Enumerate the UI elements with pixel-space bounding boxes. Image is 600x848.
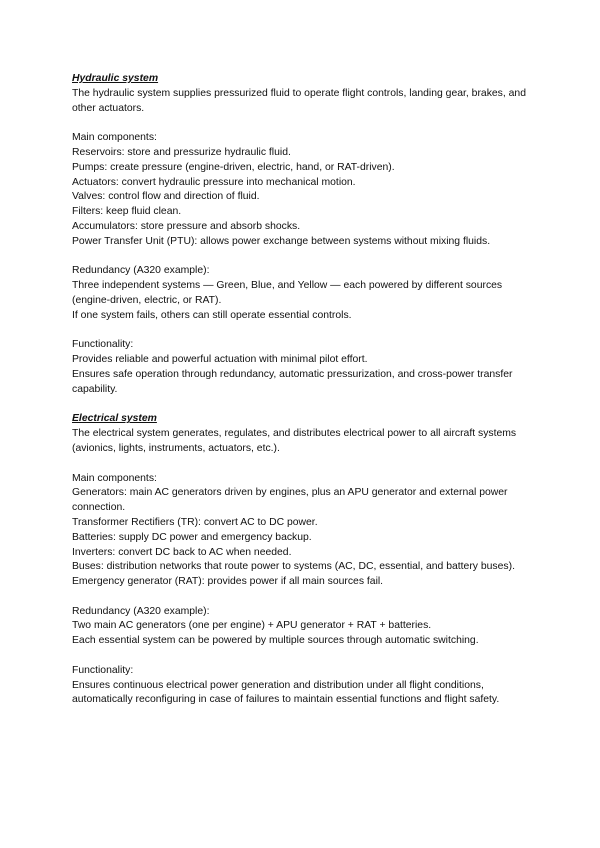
electrical-redundancy-heading: Redundancy (A320 example): [72,605,210,617]
hydraulic-components-heading: Main components: [72,132,157,144]
hydraulic-redundancy-line: Three independent systems — Green, Blue, and Yellow — each powered by different sources (engine-driven, electric, or RAT). [72,280,503,306]
list-item: Buses: distribution networks that route power to systems (AC, DC, essential, and battery buses). [72,561,515,573]
section-title-hydraulic: Hydraulic system [72,73,159,84]
list-item: Pumps: create pressure (engine-driven, electric, hand, or RAT-driven). [72,161,395,173]
list-item: Generators: main AC generators driven by engines, plus an APU generator and external power connection. [72,487,508,514]
list-item: Actuators: convert hydraulic pressure into mechanical motion. [72,176,356,188]
hydraulic-intro: The hydraulic system supplies pressurized fluid to operate flight controls, landing gear, brakes, and other actuators. [72,87,526,114]
document-page [72,72,530,708]
hydraulic-redundancy-line: If one system fails, others can still operate essential controls. [72,309,352,321]
list-item: Transformer Rectifiers (TR): convert AC to DC power. [72,516,318,528]
list-item: Emergency generator (RAT): provides power if all main sources fail. [72,576,384,588]
electrical-section [72,412,530,708]
hydraulic-section [72,72,530,398]
electrical-redundancy-line: Two main AC generators (one per engine) + APU generator + RAT + batteries. [72,620,432,632]
list-item: Valves: control flow and direction of fluid. [72,191,260,203]
list-item: Accumulators: store pressure and absorb shocks. [72,220,301,232]
electrical-intro: The electrical system generates, regulates, and distributes electrical power to all aircraft systems (avionics, lights, instruments, actuators, etc.). [72,428,517,454]
electrical-components-heading: Main components: [72,472,157,484]
list-item: Power Transfer Unit (PTU): allows power exchange between systems without mixing fluids. [72,235,491,247]
hydraulic-functionality-heading: Functionality: [72,339,134,351]
section-title-electrical: Electrical system [72,413,157,425]
hydraulic-components-list [72,146,530,250]
hydraulic-functionality-line: Provides reliable and powerful actuation with minimal pilot effort. [72,354,368,366]
hydraulic-functionality-line: Ensures safe operation through redundancy, automatic pressurization, and cross-power transfer capability. [72,368,513,395]
electrical-components-list [72,486,530,590]
list-item: Inverters: convert DC back to AC when needed. [72,546,292,558]
electrical-functionality-line: Ensures continuous electrical power generation and distribution under all flight conditions, automatically reconfiguring in case of failures to maintain essential functions and flight safety. [72,679,500,706]
electrical-functionality-heading: Functionality: [72,664,134,676]
list-item: Filters: keep fluid clean. [72,206,182,218]
list-item: Reservoirs: store and pressurize hydraulic fluid. [72,146,291,158]
hydraulic-redundancy-heading: Redundancy (A320 example): [72,265,210,277]
list-item: Batteries: supply DC power and emergency backup. [72,531,312,543]
electrical-redundancy-line: Each essential system can be powered by multiple sources through automatic switching. [72,635,479,647]
